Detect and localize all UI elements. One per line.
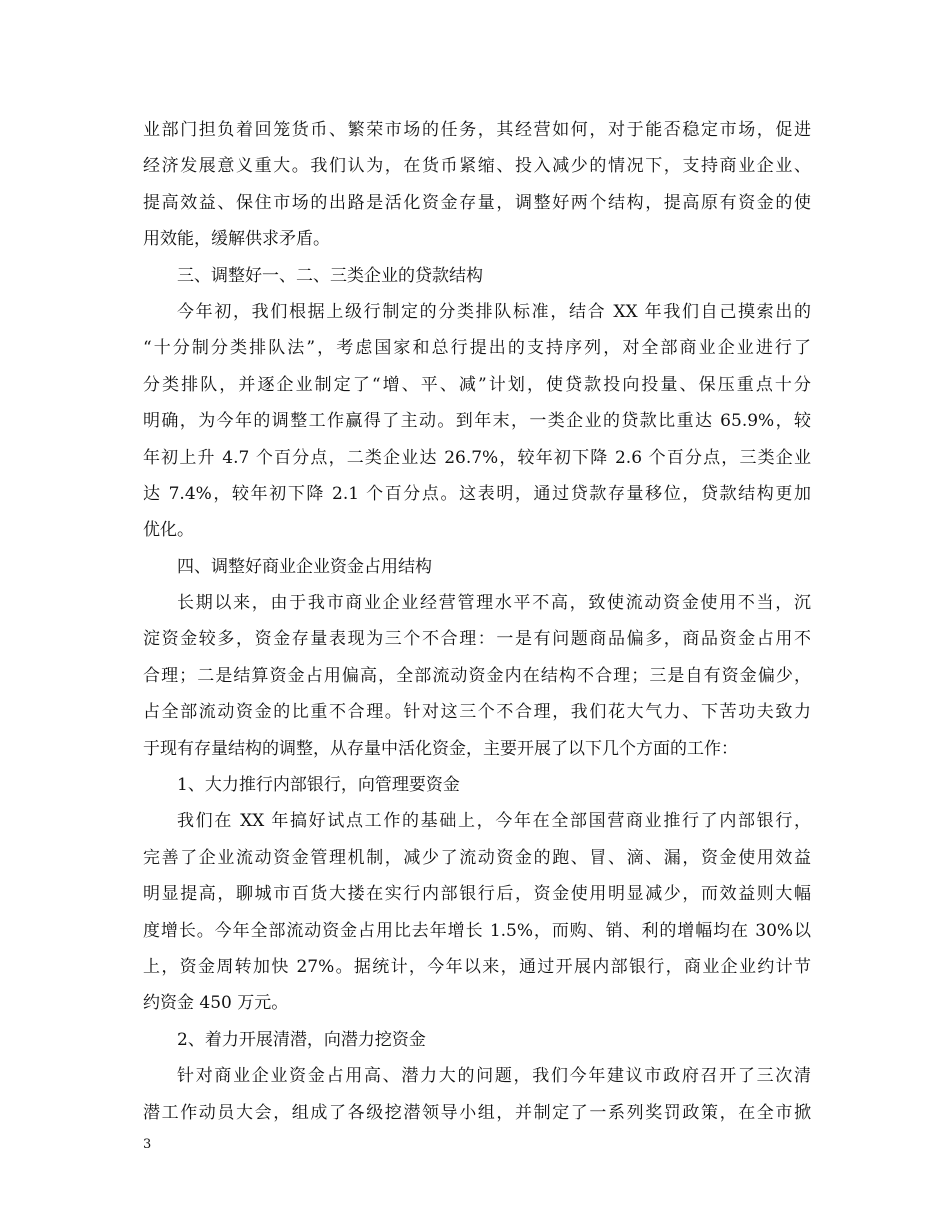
text-line: 我们在 XX 年搞好试点工作的基础上，今年在全部国营商业推行了内部银行， — [177, 811, 811, 832]
text-line: 明确，为今年的调整工作赢得了主动。到年末，一类企业的贷款比重达 65.9%，较 — [143, 411, 811, 432]
page-number: 3 — [143, 1137, 152, 1152]
text-line: 潜工作动员大会，组成了各级挖潜领导小组，并制定了一系列奖罚政策，在全市掀 — [143, 1102, 811, 1123]
text-line: 年初上升 4.7 个百分点，二类企业达 26.7%，较年初下降 2.6 个百分点，三类企业 — [143, 447, 811, 468]
text-line: 优化。 — [143, 520, 194, 541]
text-line: 针对商业企业资金占用高、潜力大的问题，我们今年建议市政府召开了三次清 — [177, 1066, 811, 1087]
text-line: “十分制分类排队法”，考虑国家和总行提出的支持序列，对全部商业企业进行了 — [143, 338, 811, 359]
text-line: 今年初，我们根据上级行制定的分类排队标准，结合 XX 年我们自己摸索出的 — [177, 301, 811, 322]
text-line: 提高效益、保住市场的出路是活化资金存量，调整好两个结构，提高原有资金的使 — [143, 192, 811, 213]
text-line: 于现有存量结构的调整，从存量中活化资金，主要开展了以下几个方面的工作： — [143, 738, 738, 759]
subsection-heading: 1、大力推行内部银行，向管理要资金 — [177, 775, 460, 796]
document-body — [143, 112, 811, 1131]
text-line: 上，资金周转加快 27%。据统计，今年以来，通过开展内部银行，商业企业约计节 — [143, 956, 811, 977]
text-line: 分类排队，并逐企业制定了“增、平、减”计划，使贷款投向投量、保压重点十分 — [143, 374, 811, 395]
text-line: 达 7.4%，较年初下降 2.1 个百分点。这表明，通过贷款存量移位，贷款结构更加 — [143, 483, 811, 504]
text-line: 完善了企业流动资金管理机制，减少了流动资金的跑、冒、滴、漏，资金使用效益 — [143, 847, 811, 868]
text-line: 度增长。今年全部流动资金占用比去年增长 1.5%，而购、销、利的增幅均在 30%以 — [143, 920, 811, 941]
text-line: 经济发展意义重大。我们认为，在货币紧缩、投入减少的情况下，支持商业企业、 — [143, 156, 811, 177]
text-line: 淀资金较多，资金存量表现为三个不合理：一是有问题商品偏多，商品资金占用不 — [143, 629, 811, 650]
text-line: 业部门担负着回笼货币、繁荣市场的任务，其经营如何，对于能否稳定市场，促进 — [143, 120, 811, 140]
text-line: 约资金 450 万元。 — [143, 993, 289, 1014]
text-line: 长期以来，由于我市商业企业经营管理水平不高，致使流动资金使用不当，沉 — [177, 593, 811, 614]
text-line: 合理；二是结算资金占用偏高，全部流动资金内在结构不合理；三是自有资金偏少， — [143, 665, 811, 686]
subsection-heading: 2、着力开展清潜，向潜力挖资金 — [177, 1029, 426, 1050]
section-heading: 四、调整好商业企业资金占用结构 — [177, 556, 432, 577]
section-heading: 三、调整好一、二、三类企业的贷款结构 — [177, 265, 483, 286]
text-line: 用效能，缓解供求矛盾。 — [143, 229, 330, 250]
text-line: 明显提高，聊城市百货大搂在实行内部银行后，资金使用明显减少，而效益则大幅 — [143, 884, 811, 905]
text-line: 占全部流动资金的比重不合理。针对这三个不合理，我们花大气力、下苦功夫致力 — [143, 702, 811, 723]
